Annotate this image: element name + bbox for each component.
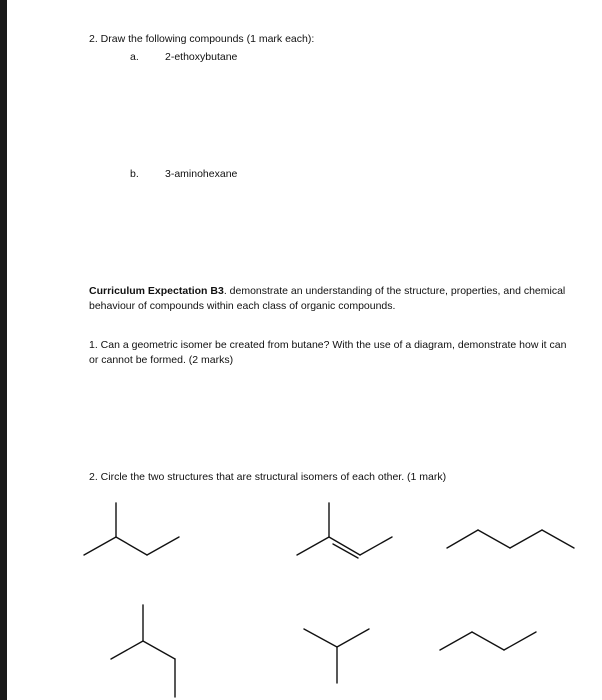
structure-3-bond	[510, 530, 542, 548]
structure-5-bond	[304, 629, 337, 647]
structure-6-chain	[440, 632, 536, 650]
structure-6-bond	[472, 632, 504, 650]
structure-2-alkene	[297, 503, 392, 558]
structure-5-branched	[304, 629, 369, 683]
structure-1-branched	[84, 503, 179, 555]
structure-3-bond	[447, 530, 478, 548]
compound-a-letter: a.	[130, 51, 139, 63]
structure-1-bond	[147, 537, 179, 555]
structure-3-bond	[542, 530, 574, 548]
structure-1-bond	[84, 537, 116, 555]
curriculum-text: . demonstrate an understanding of the structure, properties, and chemical behaviour of compounds within each class of organic compounds.	[89, 285, 566, 312]
structure-4-branched	[111, 605, 175, 697]
structure-3-chain	[447, 530, 574, 548]
structure-4-bond	[143, 641, 175, 659]
curriculum-code: B3	[210, 285, 224, 297]
compound-a-name: 2-ethoxybutane	[165, 51, 238, 63]
structure-3-bond	[478, 530, 510, 548]
structure-2-bond	[297, 537, 329, 555]
structure-1-bond	[116, 537, 147, 555]
curriculum-label: Curriculum Expectation	[89, 285, 208, 297]
structure-2-bond	[329, 537, 360, 555]
question-1: 1. Can a geometric isomer be created from butane? With the use of a diagram, demonstrate how it can or cannot be formed. (2 marks)	[89, 339, 567, 366]
structure-6-bond	[504, 632, 536, 650]
compound-b-name: 3-aminohexane	[165, 168, 238, 180]
structure-5-bond	[337, 629, 369, 647]
question-2-heading: 2. Draw the following compounds (1 mark each):	[89, 33, 315, 45]
structure-2-bond	[360, 537, 392, 555]
compound-b-letter: b.	[130, 168, 139, 180]
structure-4-bond	[111, 641, 143, 659]
question-2-circle: 2. Circle the two structures that are structural isomers of each other. (1 mark)	[89, 471, 447, 483]
structure-6-bond	[440, 632, 472, 650]
